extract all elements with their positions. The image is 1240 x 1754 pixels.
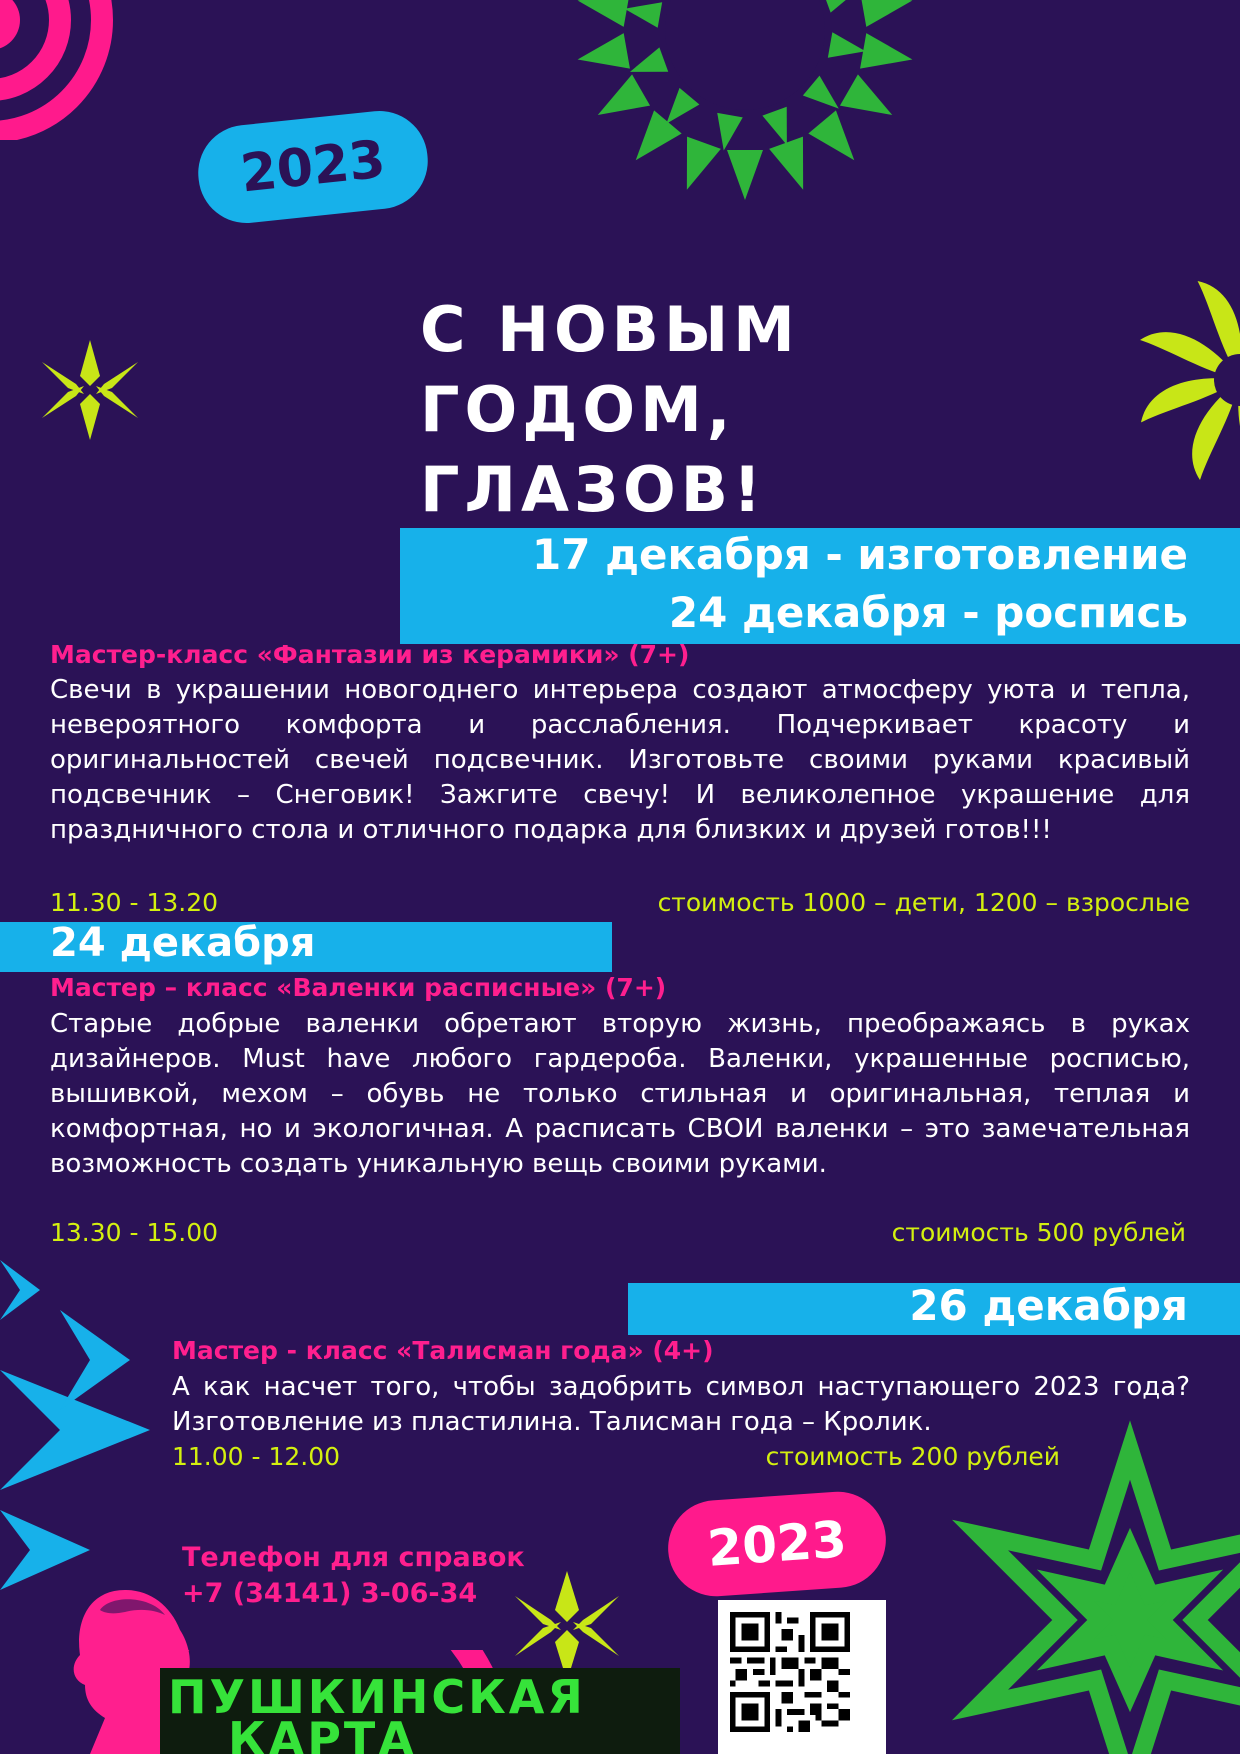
event1-date-line-2: 24 декабря - роспись [668, 588, 1188, 637]
event2-title: Мастер – класс «Валенки расписные» (7+) [50, 973, 667, 1002]
phone-number: +7 (34141) 3-06-34 [182, 1578, 478, 1609]
headline-line-3: ГЛАЗОВ! [420, 453, 767, 526]
headline-line-2: ГОДОМ, [420, 373, 736, 446]
year-badge-bottom: 2023 [665, 1489, 889, 1600]
lime-star-decoration [40, 335, 140, 445]
blue-arrows-decoration [0, 1250, 180, 1610]
lime-swirl-decoration [1090, 230, 1240, 530]
qr-code-icon [730, 1612, 850, 1732]
event2-description: Старые добрые валенки обретают вторую жизнь, преображаясь в руках дизайнеров. Must have любого гардероба. Валенки, украшенные росписью, вышивкой, мехом – обувь не только стильная и оригинальная, теплая и комфортная, но и экологичная. А расписать СВОИ валенки – это замечательная возможность создать уникальную вещь своими руками. [50, 1009, 1190, 1179]
event3-description: А как насчет того, чтобы задобрить символ наступающего 2023 года? Изготовление из пластилина. Талисман года – Кролик. [172, 1372, 1190, 1437]
event3-date: 26 декабря [909, 1281, 1188, 1330]
event3-title: Мастер - класс «Талисман года» (4+) [172, 1336, 714, 1365]
event3-time: 11.00 - 12.00 [172, 1442, 341, 1471]
event1-description: Свечи в украшении новогоднего интерьера создают атмосферу уюта и тепла, невероятного комфорта и расслабления. Подчеркивает красоту и оригинальностей свечей подсвечник. Изготовьте своими руками красивый подсвечник – Снеговик! Зажгите свечу! И великолепное украшение для праздничного стола и отличного подарка для близких и друзей готов!!! [50, 675, 1190, 845]
pink-arcs-decoration [0, 0, 120, 140]
event1-price: стоимость 1000 – дети, 1200 – взрослые [657, 888, 1190, 917]
year-badge-top: 2023 [194, 106, 433, 228]
event2-date: 24 декабря [50, 920, 316, 966]
pushkin-card-line-1: ПУШКИНСКАЯ [168, 1670, 586, 1724]
event3-price: стоимость 200 рублей [765, 1442, 1060, 1471]
green-star-decoration [940, 1410, 1240, 1754]
headline [420, 290, 800, 530]
pushkin-card-line-2: КАРТА [228, 1712, 417, 1754]
event2-time: 13.30 - 15.00 [50, 1218, 219, 1247]
headline-line-1: С НОВЫМ [420, 293, 800, 366]
qr-code [718, 1600, 886, 1754]
event1-date-line-1: 17 декабря - изготовление [532, 530, 1188, 579]
phone-label: Телефон для справок [182, 1542, 525, 1573]
event1-title: Мастер-класс «Фантазии из керамики» (7+) [50, 640, 690, 669]
green-mandala-decoration [510, 0, 980, 270]
event1-time: 11.30 - 13.20 [50, 888, 219, 917]
event2-price: стоимость 500 рублей [891, 1218, 1186, 1247]
